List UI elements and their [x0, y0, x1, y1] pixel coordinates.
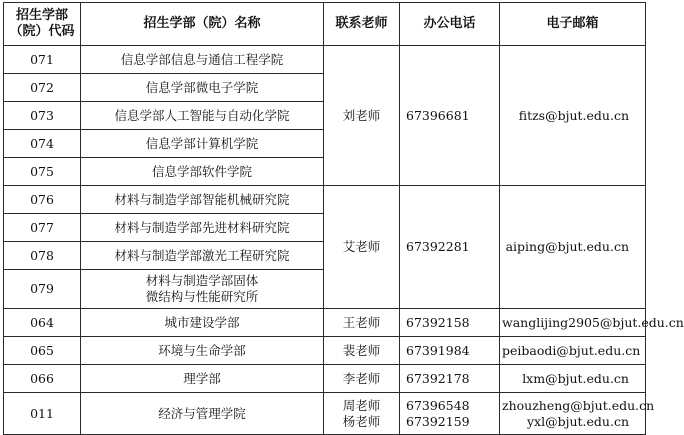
table-row [4, 393, 646, 435]
code-cell: 066 [4, 365, 81, 393]
code-cell: 073 [4, 102, 81, 130]
code-cell: 077 [4, 214, 81, 242]
email-cell[interactable]: peibaodi@bjut.edu.cn [500, 337, 646, 365]
email-cell[interactable]: aiping@bjut.edu.cn [500, 186, 646, 309]
dept-name-cell: 信息学部计算机学院 [81, 130, 324, 158]
email-cell[interactable]: wanglijing2905@bjut.edu.cn [500, 309, 646, 337]
dept-name-cell: 信息学部软件学院 [81, 158, 324, 186]
table-row [4, 365, 646, 393]
email-address[interactable]: zhouzheng@bjut.edu.cn [502, 397, 655, 413]
dept-name-cell: 信息学部人工智能与自动化学院 [81, 102, 324, 130]
dept-name-cell: 材料与制造学部先进材料研究院 [81, 214, 324, 242]
teacher-name: 周老师 [342, 397, 381, 413]
code-cell: 064 [4, 309, 81, 337]
contact-table [3, 2, 684, 435]
code-cell: 072 [4, 74, 81, 102]
email-cell[interactable]: lxm@bjut.edu.cn [500, 365, 646, 393]
dept-name-cell: 材料与制造学部激光工程研究院 [81, 242, 324, 270]
header-code: 招生学部（院）代码 [4, 3, 81, 46]
phone-cell: 67392178 [400, 365, 500, 393]
email-cell[interactable]: fitzs@bjut.edu.cn [500, 46, 646, 186]
dept-name-cell: 环境与生命学部 [81, 337, 324, 365]
dept-name-cell: 材料与制造学部固体微结构与性能研究所 [81, 270, 324, 309]
teacher-cell: 艾老师 [324, 186, 400, 309]
table-row [4, 186, 646, 214]
header-name: 招生学部（院）名称 [81, 3, 324, 46]
code-cell: 011 [4, 393, 81, 435]
code-cell: 065 [4, 337, 81, 365]
dept-name-cell: 信息学部微电子学院 [81, 74, 324, 102]
teacher-cell: 裴老师 [324, 337, 400, 365]
teacher-name: 杨老师 [342, 413, 381, 429]
email-cell [500, 393, 655, 435]
code-cell: 076 [4, 186, 81, 214]
teacher-cell: 李老师 [324, 365, 400, 393]
code-cell: 071 [4, 46, 81, 74]
table-row [4, 46, 646, 74]
email-address[interactable]: yxl@bjut.edu.cn [526, 413, 629, 429]
teacher-cell: 王老师 [324, 309, 400, 337]
header-email: 电子邮箱 [500, 3, 646, 46]
phone-number: 67396548 [406, 397, 470, 413]
code-cell: 078 [4, 242, 81, 270]
header-phone: 办公电话 [400, 3, 500, 46]
dept-name-cell: 经济与管理学院 [81, 393, 324, 435]
dept-name-cell: 材料与制造学部智能机械研究院 [81, 186, 324, 214]
header-row [4, 3, 646, 46]
teacher-cell [324, 393, 400, 435]
dept-name-cell: 城市建设学部 [81, 309, 324, 337]
phone-number: 67392159 [406, 413, 470, 429]
code-cell: 074 [4, 130, 81, 158]
phone-cell: 67391984 [400, 337, 500, 365]
phone-cell: 67392158 [400, 309, 500, 337]
teacher-cell: 刘老师 [324, 46, 400, 186]
header-teacher: 联系老师 [324, 3, 400, 46]
phone-cell: 67396681 [400, 46, 500, 186]
phone-cell: 67392281 [400, 186, 500, 309]
code-cell: 079 [4, 270, 81, 309]
table-row [4, 309, 646, 337]
code-cell: 075 [4, 158, 81, 186]
phone-cell [400, 393, 500, 435]
table-row [4, 337, 646, 365]
dept-name-cell: 信息学部信息与通信工程学院 [81, 46, 324, 74]
dept-name-cell: 理学部 [81, 365, 324, 393]
